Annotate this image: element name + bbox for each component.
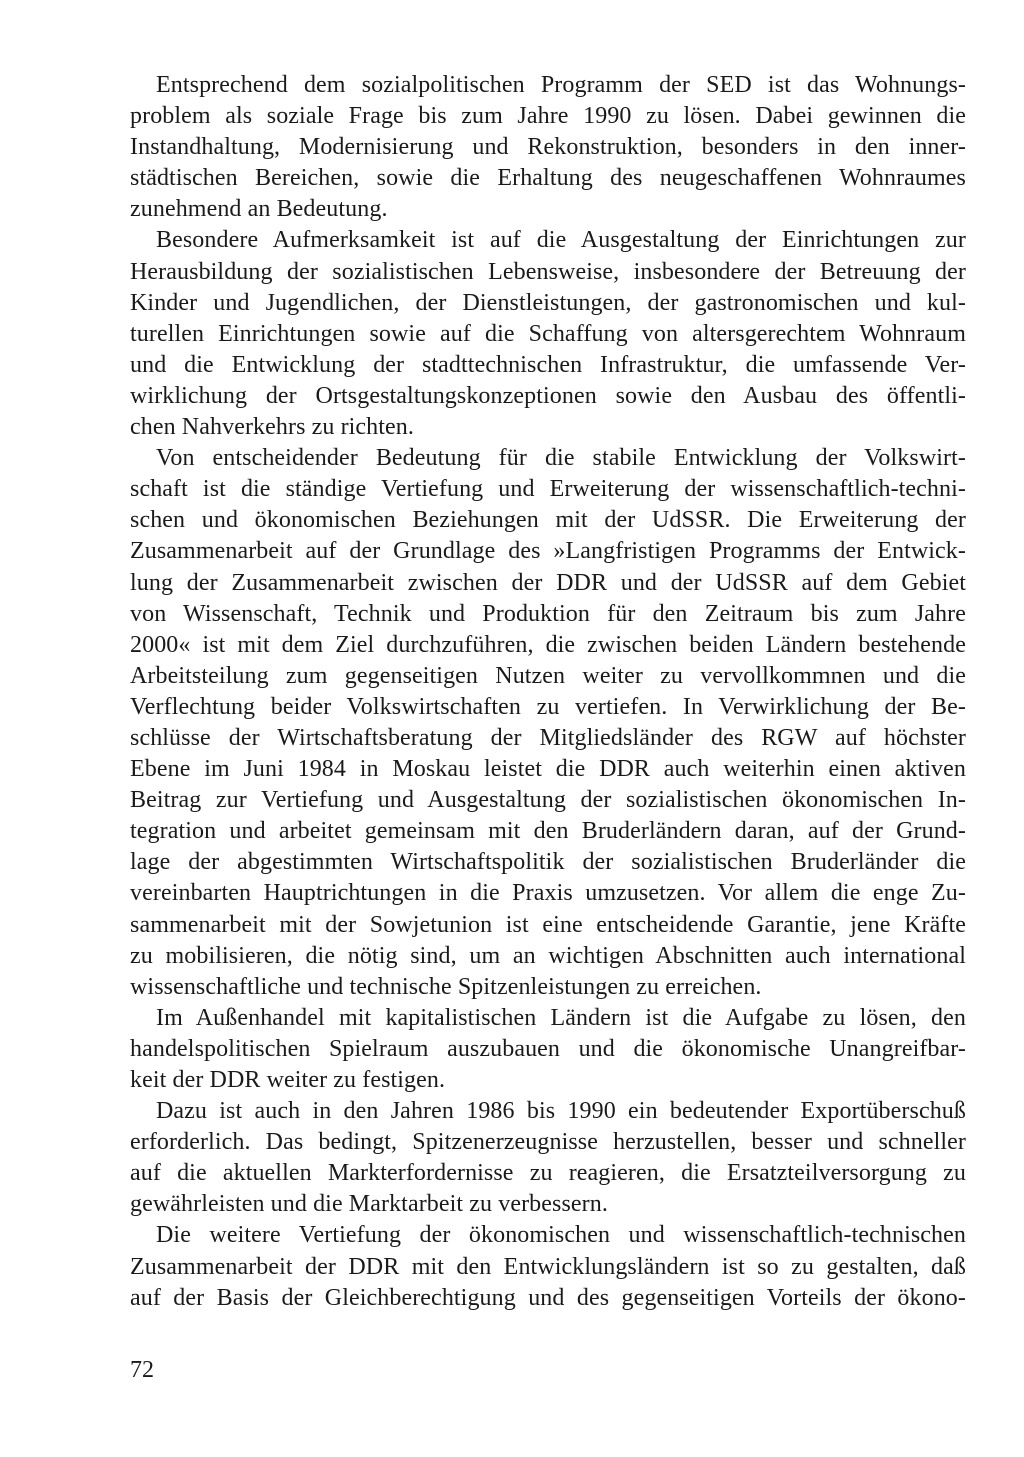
text-line: gewährleisten und die Marktarbeit zu verbessern. (130, 1191, 608, 1218)
paragraph-export-surplus (130, 1096, 966, 1220)
text-line: lage der abgestimmten Wirtschaftspolitik der sozialistischen Bruderländer die (130, 849, 966, 876)
text-line: Kinder und Jugendlichen, der Dienstleistungen, der gastronomischen und kul- (130, 289, 966, 316)
text-line: zu mobilisieren, die nötig sind, um an wichtigen Abschnitten auch international (130, 942, 966, 969)
text-line: 2000« ist mit dem Ziel durchzuführen, die zwischen beiden Ländern bestehende (130, 631, 966, 658)
text-line: Von entscheidender Bedeutung für die stabile Entwicklung der Volkswirt- (156, 445, 966, 472)
paragraph-developing-countries (130, 1220, 966, 1313)
text-line: zunehmend an Bedeutung. (130, 196, 388, 223)
text-line: schen und ökonomischen Beziehungen mit der UdSSR. Die Erweiterung der (130, 507, 966, 534)
text-line: und die Entwicklung der stadttechnischen Infrastruktur, die umfassende Ver- (130, 351, 966, 378)
text-line: handelspolitischen Spielraum auszubauen und die ökonomische Unangreifbar- (130, 1035, 966, 1062)
text-line: schaft ist die ständige Vertiefung und Erweiterung der wissenschaftlich-techni- (130, 476, 966, 503)
text-line: Entsprechend dem sozialpolitischen Programm der SED ist das Wohnungs- (156, 72, 966, 98)
paragraph-housing (130, 70, 966, 225)
text-line: sammenarbeit mit der Sowjetunion ist eine entscheidende Garantie, jene Kräfte (130, 911, 966, 938)
text-line: Im Außenhandel mit kapitalistischen Ländern ist die Aufgabe zu lösen, den (156, 1004, 966, 1031)
text-line: städtischen Bereichen, sowie die Erhaltung des neugeschaffenen Wohnraumes (130, 165, 966, 192)
text-line: Dazu ist auch in den Jahren 1986 bis 1990 ein bedeutender Exportüberschuß (156, 1098, 966, 1125)
text-line: Ebene im Juni 1984 in Moskau leistet die DDR auch weiterhin einen aktiven (130, 756, 966, 783)
text-line: Die weitere Vertiefung der ökonomischen und wissenschaftlich-technischen (156, 1222, 966, 1249)
text-line: lung der Zusammenarbeit zwischen der DDR und der UdSSR auf dem Gebiet (130, 569, 966, 596)
text-line: Herausbildung der sozialistischen Lebensweise, insbesondere der Betreuung der (130, 258, 966, 285)
paragraph-udssr-cooperation (130, 443, 966, 1003)
text-line: Zusammenarbeit der DDR mit den Entwicklungsländern ist so zu gestalten, daß (130, 1253, 966, 1280)
paragraph-facilities (130, 225, 966, 443)
text-line: Verflechtung beider Volkswirtschaften zu vertiefen. In Verwirklichung der Be- (130, 693, 966, 720)
text-line: auf die aktuellen Markterfordernisse zu reagieren, die Ersatzteilversorgung zu (130, 1160, 966, 1187)
text-line: Zusammenarbeit auf der Grundlage des »Langfristigen Programms der Entwick- (130, 538, 966, 565)
paragraph-foreign-trade (130, 1003, 966, 1096)
text-line: schlüsse der Wirtschaftsberatung der Mitgliedsländer des RGW auf höchster (130, 724, 966, 751)
text-line: auf der Basis der Gleichberechtigung und des gegenseitigen Vorteils der ökono- (130, 1284, 966, 1311)
text-line: Arbeitsteilung zum gegenseitigen Nutzen weiter zu vervollkommnen und die (130, 662, 966, 689)
text-line: vereinbarten Hauptrichtungen in die Praxis umzusetzen. Vor allem die enge Zu- (130, 880, 966, 907)
text-line: erforderlich. Das bedingt, Spitzenerzeugnisse herzustellen, besser und schneller (130, 1129, 966, 1156)
text-line: turellen Einrichtungen sowie auf die Schaffung von altersgerechtem Wohnraum (130, 320, 966, 347)
text-line: wirklichung der Ortsgestaltungskonzeptionen sowie den Ausbau des öffentli- (130, 382, 966, 409)
text-line: keit der DDR weiter zu festigen. (130, 1067, 446, 1093)
text-line: chen Nahverkehrs zu richten. (130, 414, 415, 441)
text-line: problem als soziale Frage bis zum Jahre 1990 zu lösen. Dabei gewinnen die (130, 103, 966, 130)
text-line: Besondere Aufmerksamkeit ist auf die Ausgestaltung der Einrichtungen zur (156, 227, 966, 254)
text-line: Instandhaltung, Modernisierung und Rekonstruktion, besonders in den inner- (130, 134, 966, 161)
text-line: tegration und arbeitet gemeinsam mit den Bruderländern daran, auf der Grund- (130, 818, 966, 845)
page-body (130, 70, 966, 1314)
text-line: Beitrag zur Vertiefung und Ausgestaltung der sozialistischen ökonomischen In- (130, 787, 966, 814)
page-number: 72 (130, 1357, 154, 1383)
text-line: von Wissenschaft, Technik und Produktion für den Zeitraum bis zum Jahre (130, 600, 966, 627)
text-line: wissenschaftliche und technische Spitzenleistungen zu erreichen. (130, 973, 762, 1000)
